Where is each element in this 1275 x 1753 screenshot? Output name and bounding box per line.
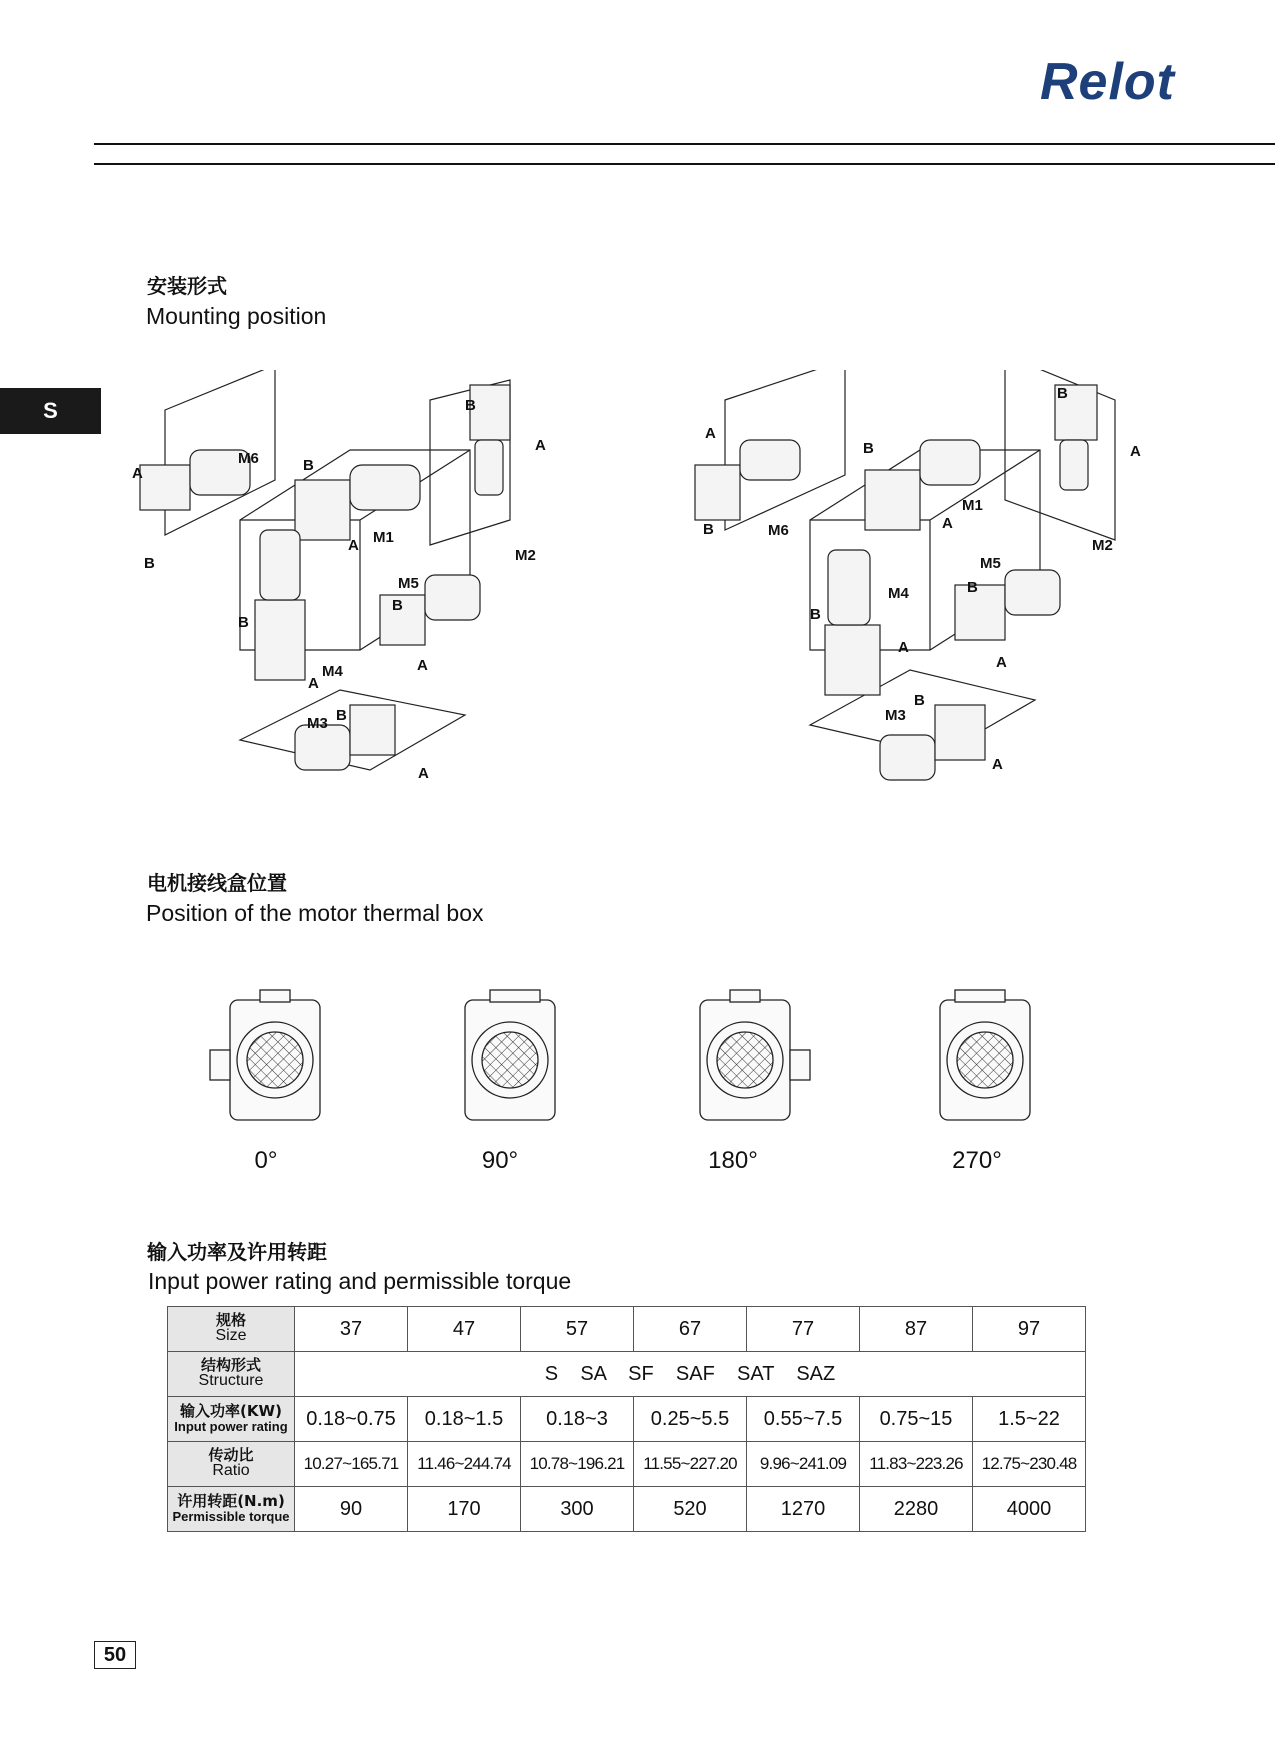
svg-text:B: B	[1057, 385, 1068, 402]
table-cell: 9.96~241.09	[747, 1442, 860, 1487]
table-cell: 0.55~7.5	[747, 1397, 860, 1442]
mounting-position-diagram	[120, 370, 1170, 810]
svg-text:B: B	[914, 692, 925, 709]
table-cell: 97	[973, 1307, 1086, 1352]
svg-text:B: B	[336, 707, 347, 724]
page-number: 50	[94, 1641, 136, 1669]
svg-text:A: A	[417, 657, 428, 674]
label-m2-right: M2	[1092, 537, 1113, 554]
table-cell: 0.75~15	[860, 1397, 973, 1442]
label-m6-right: M6	[768, 522, 789, 539]
table-cell: 11.46~244.74	[408, 1442, 521, 1487]
svg-text:A: A	[705, 425, 716, 442]
table-cell: 1.5~22	[973, 1397, 1086, 1442]
thermal-box-0	[210, 990, 320, 1120]
svg-text:A: A	[942, 515, 953, 532]
table-cell: 77	[747, 1307, 860, 1352]
table-cell: 12.75~230.48	[973, 1442, 1086, 1487]
table-cell: 0.25~5.5	[634, 1397, 747, 1442]
table-cell: 57	[521, 1307, 634, 1352]
label-m1-left: M1	[373, 529, 394, 546]
thermal-box-180	[700, 990, 810, 1120]
svg-text:B: B	[303, 457, 314, 474]
svg-text:B: B	[392, 597, 403, 614]
power-torque-table	[167, 1306, 1086, 1532]
label-m2-left: M2	[515, 547, 536, 564]
section-tab: S	[0, 388, 101, 434]
brand-logo: Relot	[1040, 53, 1175, 111]
angle-90: 90°	[481, 1147, 519, 1174]
svg-text:B: B	[465, 397, 476, 414]
table-cell: 0.18~3	[521, 1397, 634, 1442]
table-cell: 37	[295, 1307, 408, 1352]
thermal-box-title-cn: 电机接线盒位置	[147, 871, 287, 895]
label-m3-left: M3	[307, 715, 328, 732]
table-cell: 10.78~196.21	[521, 1442, 634, 1487]
svg-text:B: B	[863, 440, 874, 457]
svg-text:B: B	[144, 555, 155, 572]
table-cell: 67	[634, 1307, 747, 1352]
power-title-cn: 输入功率及许用转距	[147, 1240, 327, 1264]
svg-text:A: A	[535, 437, 546, 454]
table-cell: 11.83~223.26	[860, 1442, 973, 1487]
table-row-torque: 许用转距(N.m) Permissible torque 90 170 300 520 1270 2280 4000	[168, 1487, 1086, 1532]
label-m3-right: M3	[885, 707, 906, 724]
thermal-box-270	[940, 990, 1030, 1120]
thermal-box-title-en: Position of the motor thermal box	[146, 900, 484, 926]
table-cell: 300	[521, 1487, 634, 1532]
thermal-box-90	[465, 990, 555, 1120]
angle-270: 270°	[952, 1147, 1002, 1174]
table-row-power: 输入功率(KW) Input power rating 0.18~0.75 0.18~1.5 0.18~3 0.25~5.5 0.55~7.5 0.75~15 1.5~22	[168, 1397, 1086, 1442]
table-cell: 0.18~0.75	[295, 1397, 408, 1442]
table-cell: 2280	[860, 1487, 973, 1532]
angle-0: 0°	[254, 1147, 278, 1174]
label-m6-left: M6	[238, 450, 259, 467]
header-rule-bottom	[94, 163, 1275, 165]
svg-text:A: A	[1130, 443, 1141, 460]
label-m4-left: M4	[322, 663, 343, 680]
table-cell: 87	[860, 1307, 973, 1352]
svg-text:A: A	[348, 537, 359, 554]
table-cell: 1270	[747, 1487, 860, 1532]
header-rule-top	[94, 143, 1275, 145]
table-cell: 47	[408, 1307, 521, 1352]
table-row-size: 规格 Size 37 47 57 67 77 87 97	[168, 1307, 1086, 1352]
svg-text:A: A	[132, 465, 143, 482]
table-cell: 0.18~1.5	[408, 1397, 521, 1442]
svg-text:A: A	[996, 654, 1007, 671]
svg-text:A: A	[898, 639, 909, 656]
thermal-box-diagrams	[200, 985, 1060, 1135]
svg-text:B: B	[703, 521, 714, 538]
table-cell: S SA SF SAF SAT SAZ	[295, 1352, 1086, 1397]
table-cell: 11.55~227.20	[634, 1442, 747, 1487]
table-cell: 90	[295, 1487, 408, 1532]
table-cell: 520	[634, 1487, 747, 1532]
svg-text:A: A	[308, 675, 319, 692]
table-cell: 170	[408, 1487, 521, 1532]
svg-text:B: B	[238, 614, 249, 631]
label-m1-right: M1	[962, 497, 983, 514]
mounting-title-cn: 安装形式	[147, 274, 227, 298]
label-m4-right: M4	[888, 585, 909, 602]
label-m5-left: M5	[398, 575, 419, 592]
table-cell: 4000	[973, 1487, 1086, 1532]
angle-180: 180°	[708, 1147, 758, 1174]
table-cell: 10.27~165.71	[295, 1442, 408, 1487]
power-title-en: Input power rating and permissible torque	[148, 1268, 572, 1294]
label-m5-right: M5	[980, 555, 1001, 572]
mounting-title-en: Mounting position	[146, 303, 327, 329]
svg-text:A: A	[992, 756, 1003, 773]
svg-text:A: A	[418, 765, 429, 782]
svg-text:B: B	[967, 579, 978, 596]
svg-text:B: B	[810, 606, 821, 623]
table-row-structure: 结构形式 Structure S SA SF SAF SAT SAZ	[168, 1352, 1086, 1397]
table-row-ratio: 传动比 Ratio 10.27~165.71 11.46~244.74 10.78~196.21 11.55~227.20 9.96~241.09 11.83~223.26 12.75~230.48	[168, 1442, 1086, 1487]
